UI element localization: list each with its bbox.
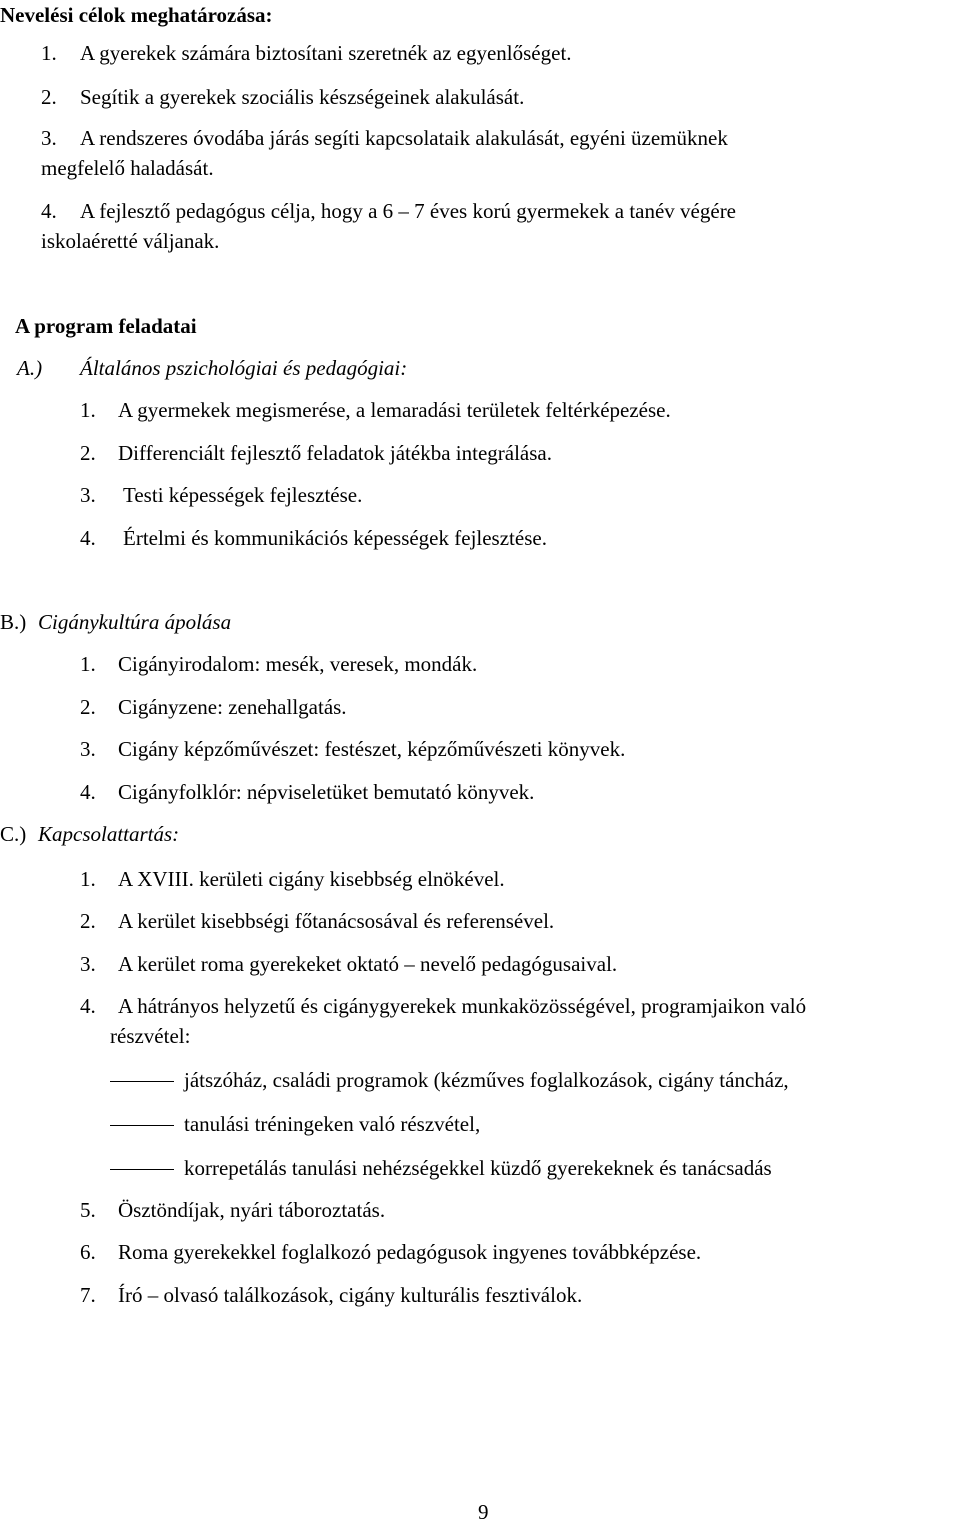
list-item-text: A rendszeres óvodába járás segíti kapcsolataik alakulását, egyéni üzemüknek: [80, 126, 728, 150]
section-b-title: Cigánykultúra ápolása: [38, 610, 232, 634]
list-number: 4.: [80, 994, 96, 1018]
list-item-text: megfelelő haladását.: [41, 156, 214, 180]
list-item-text: Író – olvasó találkozások, cigány kulturális fesztiválok.: [118, 1283, 583, 1307]
list-item-text: Testi képességek fejlesztése.: [123, 483, 363, 507]
list-number: 1.: [80, 398, 96, 422]
list-item-text: Roma gyerekekkel foglalkozó pedagógusok ingyenes továbbképzése.: [118, 1240, 702, 1264]
list-item-text: A gyerekek számára biztosítani szeretnék az egyenlőséget.: [80, 41, 572, 65]
list-item-text: Differenciált fejlesztő feladatok játékba integrálása.: [118, 441, 552, 465]
list-item-text: A kerület roma gyerekeket oktató – nevelő pedagógusaival.: [118, 952, 618, 976]
list-item-text: Segítik a gyerekek szociális készségeinek alakulását.: [80, 85, 525, 109]
list-number: 6.: [80, 1240, 96, 1264]
section-a-title: Általános pszichológiai és pedagógiai:: [80, 356, 408, 380]
list-number: 1.: [80, 867, 96, 891]
section-heading: Nevelési célok meghatározása:: [0, 3, 273, 27]
list-item-text: Cigányzene: zenehallgatás.: [118, 695, 347, 719]
section-c-title: Kapcsolattartás:: [38, 822, 180, 846]
list-item-text: részvétel:: [110, 1024, 191, 1048]
program-title: A program feladatai: [15, 314, 197, 338]
list-number: 2.: [80, 695, 96, 719]
sub-list-item: [110, 1067, 789, 1093]
list-number: 7.: [80, 1283, 96, 1307]
list-number: 4.: [80, 526, 96, 550]
sub-list-item-text: korrepetálás tanulási nehézségekkel küzdő gyerekeknek és tanácsadás: [184, 1156, 772, 1180]
list-number: 5.: [80, 1198, 96, 1222]
list-number: 2.: [41, 85, 57, 109]
list-number: 3.: [80, 483, 96, 507]
list-number: 3.: [80, 952, 96, 976]
section-b-label: B.): [0, 610, 27, 634]
sub-list-item-text: játszóház, családi programok (kézműves foglalkozások, cigány táncház,: [184, 1068, 789, 1092]
list-number: 4.: [41, 199, 57, 223]
list-item-text: Cigány képzőművészet: festészet, képzőművészeti könyvek.: [118, 737, 626, 761]
sub-list-item: [110, 1111, 480, 1137]
list-number: 2.: [80, 909, 96, 933]
list-item-text: Cigányirodalom: mesék, veresek, mondák.: [118, 652, 478, 676]
list-item-text: A hátrányos helyzetű és cigánygyerekek munkaközösségével, programjaikon való: [118, 994, 807, 1018]
list-number: 1.: [41, 41, 57, 65]
page-number: 9: [478, 1500, 489, 1524]
list-item-text: Cigányfolklór: népviseletüket bemutató könyvek.: [118, 780, 535, 804]
list-item-text: Értelmi és kommunikációs képességek fejlesztése.: [123, 526, 547, 550]
list-number: 3.: [41, 126, 57, 150]
list-number: 4.: [80, 780, 96, 804]
dash-bullet: [110, 1081, 174, 1082]
list-item-text: Ösztöndíjak, nyári táboroztatás.: [118, 1198, 386, 1222]
dash-bullet: [110, 1169, 174, 1170]
list-item-text: iskolaéretté váljanak.: [41, 229, 220, 253]
section-a-label: A.): [17, 356, 43, 380]
list-number: 3.: [80, 737, 96, 761]
sub-list-item-text: tanulási tréningeken való részvétel,: [184, 1112, 481, 1136]
list-item-text: A XVIII. kerületi cigány kisebbség elnökével.: [118, 867, 505, 891]
section-c-label: C.): [0, 822, 27, 846]
list-item-text: A kerület kisebbségi főtanácsosával és referensével.: [118, 909, 555, 933]
list-number: 2.: [80, 441, 96, 465]
sub-list-item: [110, 1155, 772, 1181]
list-item-text: A fejlesztő pedagógus célja, hogy a 6 – 7 éves korú gyermekek a tanév végére: [80, 199, 737, 223]
list-item-text: A gyermekek megismerése, a lemaradási területek feltérképezése.: [118, 398, 671, 422]
dash-bullet: [110, 1125, 174, 1126]
list-number: 1.: [80, 652, 96, 676]
